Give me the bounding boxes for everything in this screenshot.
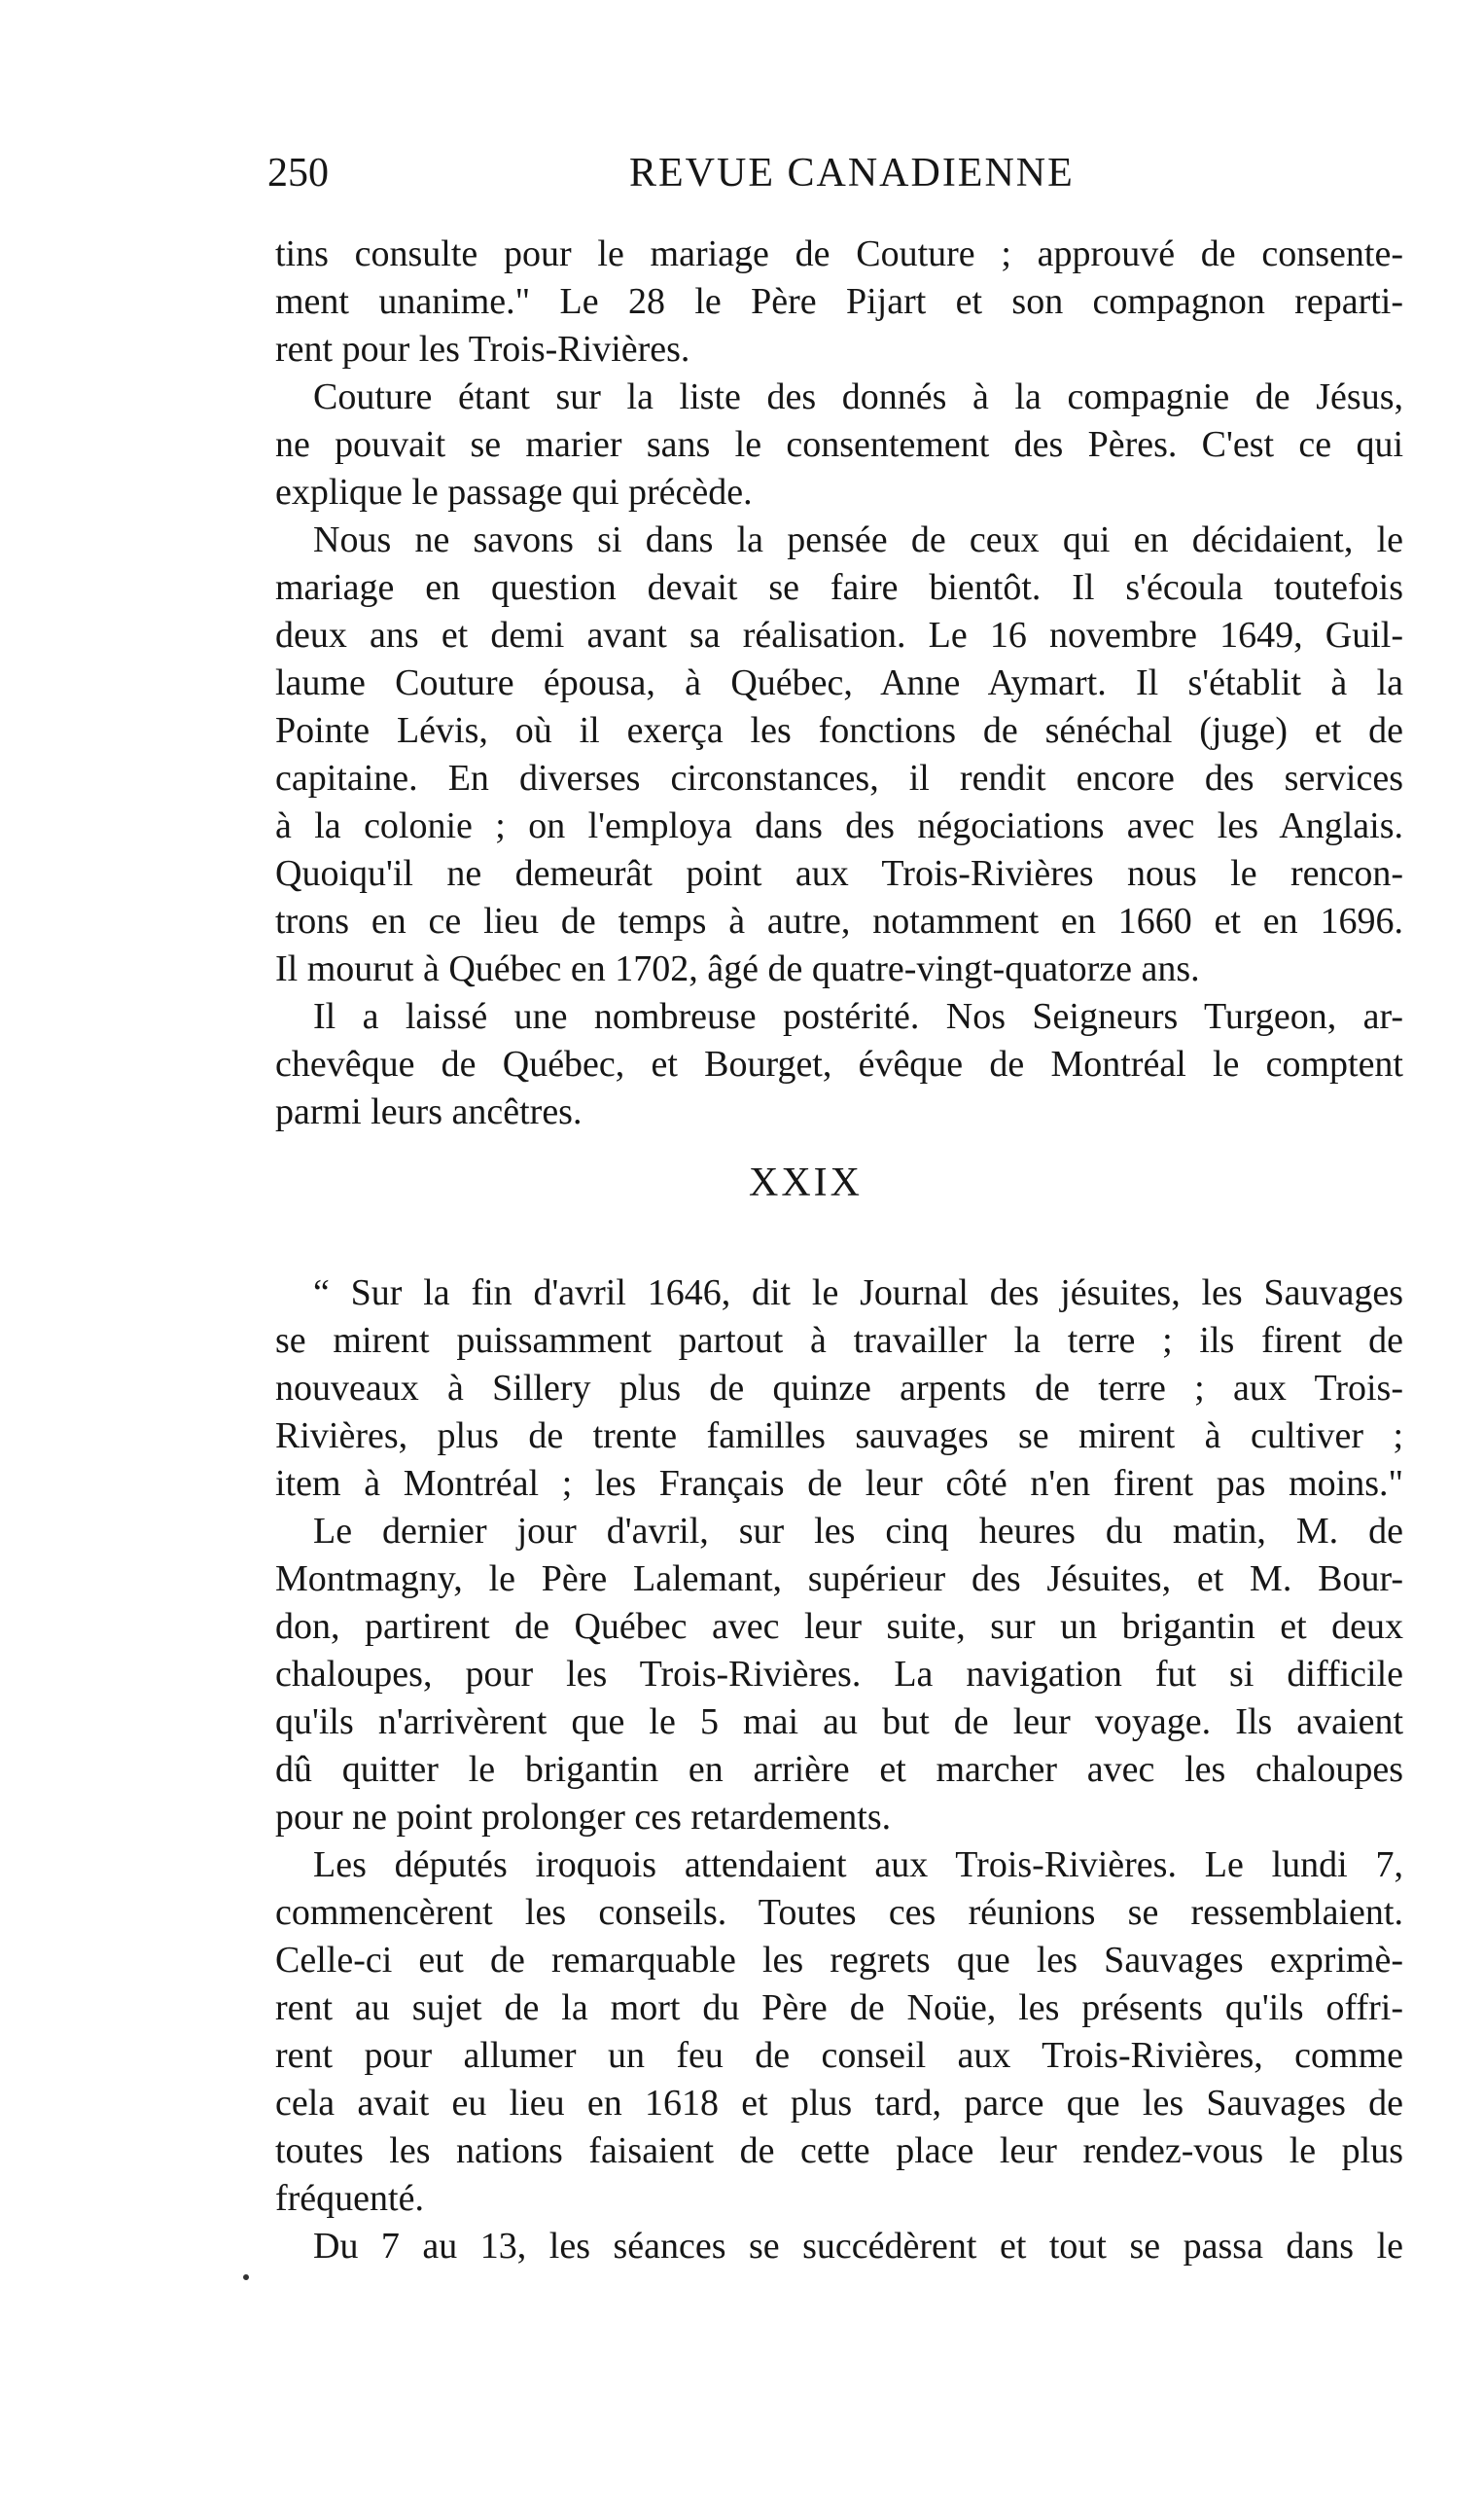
text-line: Celle-ci eut de remarquable les regrets que les Sauvages exprimè-: [275, 1940, 1403, 1981]
text-line: nouveaux à Sillery plus de quinze arpents de terre ; aux Trois-: [275, 1368, 1403, 1409]
text-line: toutes les nations faisaient de cette place leur rendez-vous le plus: [275, 2130, 1403, 2171]
text-line: rent au sujet de la mort du Père de Noüe, les présents qu'ils offri-: [275, 1987, 1403, 2028]
text-line: Couture étant sur la liste des donnés à la compagnie de Jésus,: [313, 376, 1403, 417]
text-line: commencèrent les conseils. Toutes ces réunions se ressemblaient.: [275, 1892, 1403, 1933]
text-line: deux ans et demi avant sa réalisation. Le 16 novembre 1649, Guil-: [275, 615, 1403, 656]
text-line: tins consulte pour le mariage de Couture ; approuvé de consente-: [275, 233, 1403, 274]
text-line: pour ne point prolonger ces retardements.: [275, 1797, 892, 1838]
text-line: Le dernier jour d'avril, sur les cinq heures du matin, M. de: [313, 1511, 1403, 1552]
text-line: explique le passage qui précède.: [275, 472, 753, 513]
text-line: trons en ce lieu de temps à autre, notamment en 1660 et en 1696.: [275, 901, 1403, 942]
text-line: “ Sur la fin d'avril 1646, dit le Journal des jésuites, les Sauvages: [313, 1272, 1403, 1313]
text-line: Il mourut à Québec en 1702, âgé de quatre-vingt-quatorze ans.: [275, 948, 1200, 989]
text-line: Nous ne savons si dans la pensée de ceux qui en décidaient, le: [313, 519, 1403, 560]
text-line: Montmagny, le Père Lalemant, supérieur des Jésuites, et M. Bour-: [275, 1558, 1403, 1599]
text-line: dû quitter le brigantin en arrière et marcher avec les chaloupes: [275, 1749, 1403, 1790]
text-line: Du 7 au 13, les séances se succédèrent et tout se passa dans le: [313, 2226, 1403, 2267]
text-line: qu'ils n'arrivèrent que le 5 mai au but de leur voyage. Ils avaient: [275, 1701, 1403, 1742]
text-line: Quoiqu'il ne demeurât point aux Trois-Rivières nous le rencon-: [275, 853, 1403, 894]
text-line: laume Couture épousa, à Québec, Anne Aymart. Il s'établit à la: [275, 662, 1403, 703]
text-line: Rivières, plus de trente familles sauvages se mirent à cultiver ;: [275, 1415, 1403, 1456]
text-line: rent pour les Trois-Rivières.: [275, 329, 690, 370]
text-line: à la colonie ; on l'employa dans des négociations avec les Anglais.: [275, 805, 1403, 846]
text-line: item à Montréal ; les Français de leur côté n'en firent pas moins.": [275, 1463, 1403, 1504]
text-line: mariage en question devait se faire bientôt. Il s'écoula toutefois: [275, 567, 1403, 608]
text-line: capitaine. En diverses circonstances, il rendit encore des services: [275, 758, 1403, 799]
page-number: 250: [267, 151, 329, 196]
text-line: Pointe Lévis, où il exerça les fonctions de sénéchal (juge) et de: [275, 710, 1403, 751]
running-head: REVUE CANADIENNE: [629, 151, 1075, 196]
text-line: don, partirent de Québec avec leur suite, sur un brigantin et deux: [275, 1606, 1403, 1647]
text-line: cela avait eu lieu en 1618 et plus tard, parce que les Sauvages de: [275, 2083, 1403, 2124]
text-line: chaloupes, pour les Trois-Rivières. La navigation fut si difficile: [275, 1654, 1403, 1695]
margin-dot-mark: [243, 2274, 249, 2280]
text-line: parmi leurs ancêtres.: [275, 1091, 583, 1132]
text-line: Il a laissé une nombreuse postérité. Nos Seigneurs Turgeon, ar-: [313, 996, 1403, 1037]
section-heading: XXIX: [749, 1161, 863, 1205]
text-line: ment unanime." Le 28 le Père Pijart et son compagnon reparti-: [275, 281, 1403, 322]
text-line: Les députés iroquois attendaient aux Trois-Rivières. Le lundi 7,: [313, 1844, 1403, 1885]
text-line: chevêque de Québec, et Bourget, évêque de Montréal le comptent: [275, 1044, 1403, 1085]
text-line: fréquenté.: [275, 2178, 424, 2219]
text-line: se mirent puissamment partout à travailler la terre ; ils firent de: [275, 1320, 1403, 1361]
page-header: [267, 146, 1413, 200]
text-line: rent pour allumer un feu de conseil aux Trois-Rivières, comme: [275, 2035, 1403, 2076]
text-line: ne pouvait se marier sans le consentement des Pères. C'est ce qui: [275, 424, 1403, 465]
